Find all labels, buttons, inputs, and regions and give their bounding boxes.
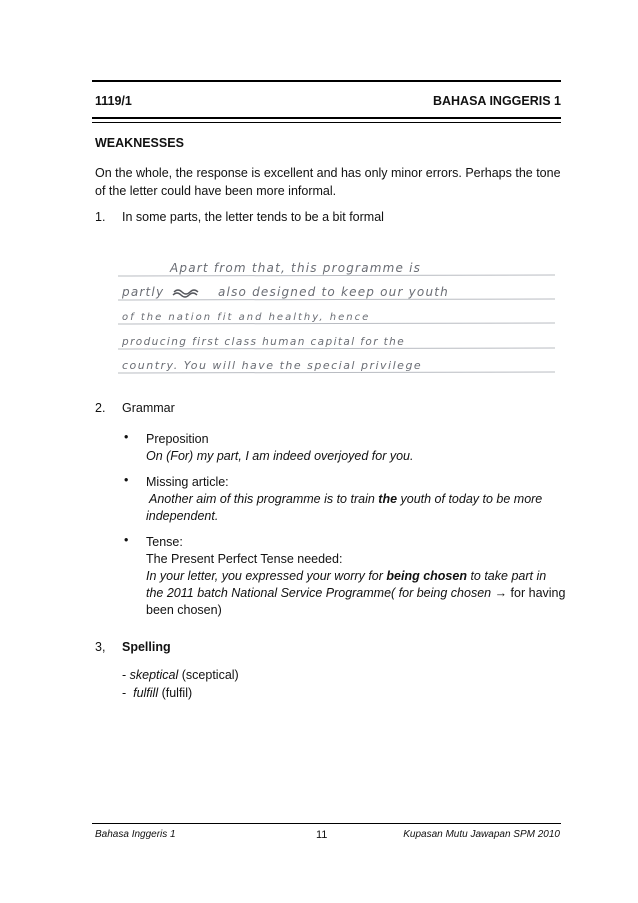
example-text: youth of today to be more independent. bbox=[146, 492, 546, 523]
example-highlight: the bbox=[378, 492, 398, 506]
grammar-point-label: Tense: bbox=[146, 535, 183, 549]
grammar-example bbox=[146, 491, 566, 525]
ruled-line bbox=[118, 275, 555, 276]
grammar-point-preposition bbox=[146, 431, 566, 465]
item-3-number: 3, bbox=[95, 640, 106, 654]
bullet-marker: • bbox=[124, 430, 129, 444]
bullet-marker: • bbox=[124, 473, 129, 487]
spelling-correct: (fulfil) bbox=[158, 686, 193, 700]
handwriting-line: partly bbox=[122, 285, 165, 299]
ruled-line bbox=[118, 299, 555, 300]
footer-rule bbox=[92, 823, 561, 824]
page-number: 11 bbox=[316, 829, 328, 841]
ruled-line bbox=[118, 348, 555, 349]
bullet-marker: • bbox=[124, 533, 129, 547]
header-rule-bottom-thin bbox=[92, 122, 561, 123]
grammar-example bbox=[146, 568, 566, 619]
page-header bbox=[92, 80, 561, 126]
footer-left: Bahasa Inggeris 1 bbox=[95, 829, 176, 840]
spelling-item bbox=[122, 686, 192, 700]
section-heading: WEAKNESSES bbox=[95, 136, 184, 150]
intro-paragraph: On the whole, the response is excellent and has only minor errors. Perhaps the tone of the letter could have been more informal. bbox=[95, 166, 561, 198]
scribble-mark bbox=[173, 290, 198, 297]
spelling-item bbox=[122, 668, 239, 682]
example-text: Another aim of this programme is to train bbox=[146, 492, 379, 506]
handwriting-line: also designed to keep our youth bbox=[218, 285, 449, 299]
grammar-point-label: Missing article: bbox=[146, 475, 229, 489]
footer-right: Kupasan Mutu Jawapan SPM 2010 bbox=[403, 829, 560, 840]
handwritten-sample bbox=[118, 255, 555, 377]
item-1-text: In some parts, the letter tends to be a bit formal bbox=[122, 210, 384, 224]
ruled-line bbox=[118, 323, 555, 324]
grammar-note: The Present Perfect Tense needed: bbox=[146, 552, 343, 566]
grammar-example: On (For) my part, I am indeed overjoyed for you. bbox=[146, 449, 414, 463]
item-1-number: 1. bbox=[95, 210, 106, 224]
spelling-wrong: fulfill bbox=[133, 686, 159, 700]
item-2-title: Grammar bbox=[122, 401, 175, 415]
subject-title: BAHASA INGGERIS 1 bbox=[432, 94, 561, 108]
example-text: to take part in the 2011 batch National Service Programme( for being chosen bbox=[146, 569, 547, 600]
handwriting-line: Apart from that, this programme is bbox=[170, 261, 422, 275]
item-2-number: 2. bbox=[95, 401, 106, 415]
header-rule-top bbox=[92, 80, 561, 82]
arrow-icon: → bbox=[494, 586, 508, 600]
example-text: In your letter, you expressed your worry for bbox=[146, 569, 387, 583]
example-highlight: being chosen bbox=[386, 569, 467, 583]
handwriting-line: of the nation fit and healthy, hence bbox=[122, 312, 371, 323]
paper-code: 1119/1 bbox=[95, 94, 132, 108]
example-text: for having been chosen) bbox=[146, 586, 566, 617]
spelling-dash: - bbox=[122, 686, 134, 700]
handwriting-line: producing first class human capital for the bbox=[122, 336, 406, 348]
grammar-point-tense bbox=[146, 534, 566, 619]
ruled-line bbox=[118, 372, 555, 373]
grammar-point-article bbox=[146, 474, 566, 525]
handwriting-line: country. You will have the special privilege bbox=[122, 359, 423, 372]
spelling-correct: (sceptical) bbox=[178, 668, 239, 682]
grammar-point-label: Preposition bbox=[146, 432, 209, 446]
spelling-wrong: skeptical bbox=[129, 668, 179, 682]
header-rule-bottom bbox=[92, 117, 561, 119]
spelling-dash: - bbox=[122, 668, 130, 682]
item-3-title: Spelling bbox=[122, 640, 171, 654]
